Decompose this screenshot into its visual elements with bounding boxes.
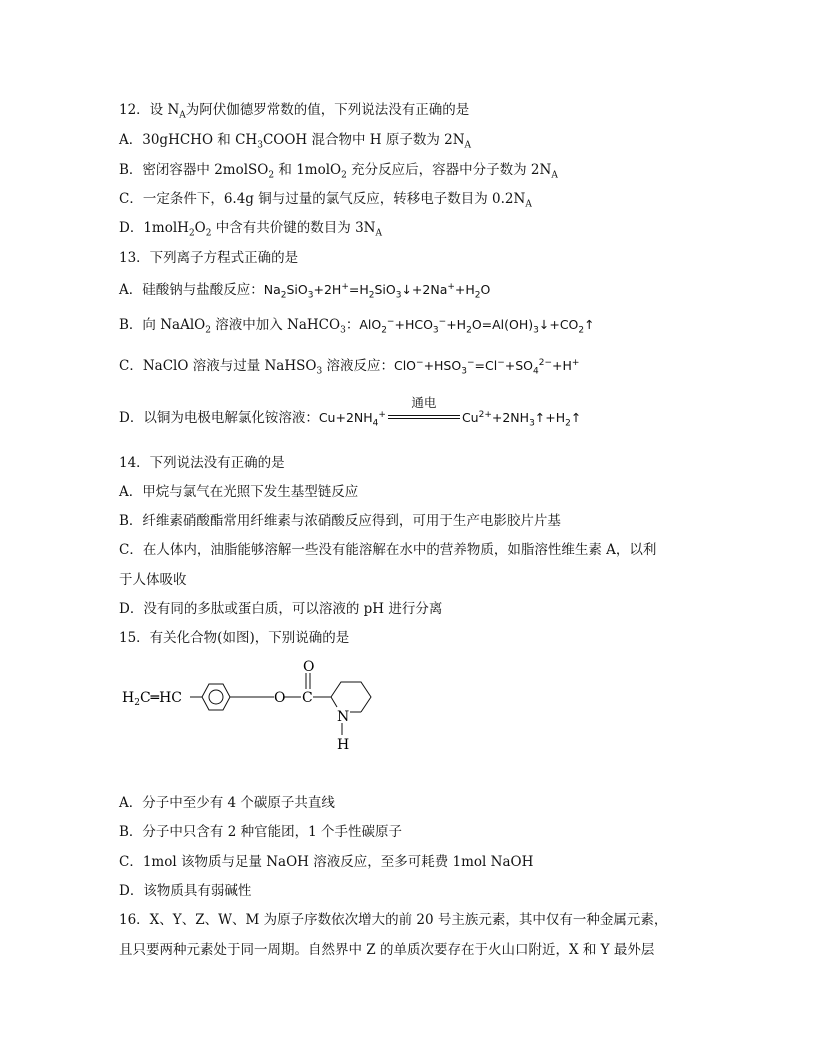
q12-option-d: D．$1molH_2O_2$ 中含有共价键的数目为 $3N_A$ bbox=[119, 220, 382, 239]
struct-carbonyl-o: O bbox=[303, 659, 315, 675]
q15-option-b: B．分子中只含有 2 种官能团，1 个手性碳原子 bbox=[119, 824, 402, 840]
electrolysis-label: 通电 bbox=[411, 395, 437, 410]
struct-ester-o: O bbox=[274, 690, 286, 706]
q13-stem: 13．下列离子方程式正确的是 bbox=[119, 250, 299, 266]
q14-option-b: B．纤维素硝酸酯常用纤维素与浓硝酸反应得到，可用于生产电影胶片片基 bbox=[119, 513, 561, 529]
struct-n: N bbox=[337, 709, 350, 725]
q15-option-c: C．1mol 该物质与足量 NaOH 溶液反应，至多可耗费 1mol NaOH bbox=[119, 854, 534, 870]
q16-line2: 且只要两种元素处于同一周期。自然界中 Z 的单质次要存在于火山口附近，X 和 Y 最外层 bbox=[119, 942, 655, 958]
q16-line1: 16．X、Y、Z、W、M 为原子序数依次增大的前 20 号主族元素，其中仅有一种金属元素， bbox=[119, 912, 668, 928]
q12-option-a: A．30gHCHO 和 $CH_3COOH$ 混合物中 H 原子数为 $2N_A$ bbox=[119, 132, 472, 151]
struct-carbonyl-c: C bbox=[302, 690, 313, 706]
q14-option-c-line2: 于人体吸收 bbox=[119, 572, 187, 588]
q14-stem: 14．下列说法没有正确的是 bbox=[119, 455, 285, 471]
q15-stem: 15．有关化合物(如图)，下别说确的是 bbox=[119, 630, 350, 646]
q15-option-d: D．该物质具有弱碱性 bbox=[119, 883, 252, 899]
q14-option-d: D．没有同的多肽或蛋白质，可以溶液的 pH 进行分离 bbox=[119, 601, 443, 617]
electrolysis-arrow bbox=[388, 395, 460, 426]
q12-option-b: B．密闭容器中 2molSO$_2$ 和 1molO$_2$ 充分反应后，容器中分子数为 $2N_A$ bbox=[119, 162, 558, 181]
q12-stem: 12．设 $N_A$为阿伏伽德罗常数的值，下列说法没有正确的是 bbox=[119, 102, 470, 121]
q13-option-b: B．向 NaAlO$_2$ 溶液中加入 NaHCO$_3$：$AlO_2^-+HCO_3^-+H_2O=Al(OH)_3↓+CO_2↑$ bbox=[119, 316, 595, 336]
q14-option-c-line1: C．在人体内，油脂能够溶解一些没有能溶解在水中的营养物质，如脂溶性维生素 A，以利 bbox=[119, 542, 657, 558]
q13-option-a: A．硅酸钠与盐酸反应：$Na_2SiO_3+2H^+=H_2SiO_3↓+2Na^++H_2O$ bbox=[119, 281, 491, 301]
q12-option-c: C．一定条件下，6.4g 铜与过量的氯气反应，转移电子数目为 $0.2N_A$ bbox=[119, 191, 532, 210]
q14-option-a: A．甲烷与氯气在光照下发生基型链反应 bbox=[119, 484, 359, 500]
chemical-structure bbox=[110, 655, 410, 755]
q15-option-a: A．分子中至少有 4 个碳原子共直线 bbox=[119, 795, 335, 811]
q13-option-d: D．以铜为电极电解氯化铵溶液：$Cu+2NH_4^+$ 通电 $Cu^{2+}+2NH_3↑+H_2↑$ bbox=[119, 395, 582, 429]
piperidine-ring bbox=[331, 682, 371, 712]
struct-nh-h: H bbox=[337, 737, 350, 753]
benzene-ring bbox=[202, 684, 230, 710]
struct-h2c: $H_2C═HC$ bbox=[122, 690, 183, 708]
q13-option-c: C．NaClO 溶液与过量 NaHSO$_3$ 溶液反应：$ClO^-+HSO_3^-=Cl^-+SO_4^{2-}+H^+$ bbox=[119, 357, 580, 377]
